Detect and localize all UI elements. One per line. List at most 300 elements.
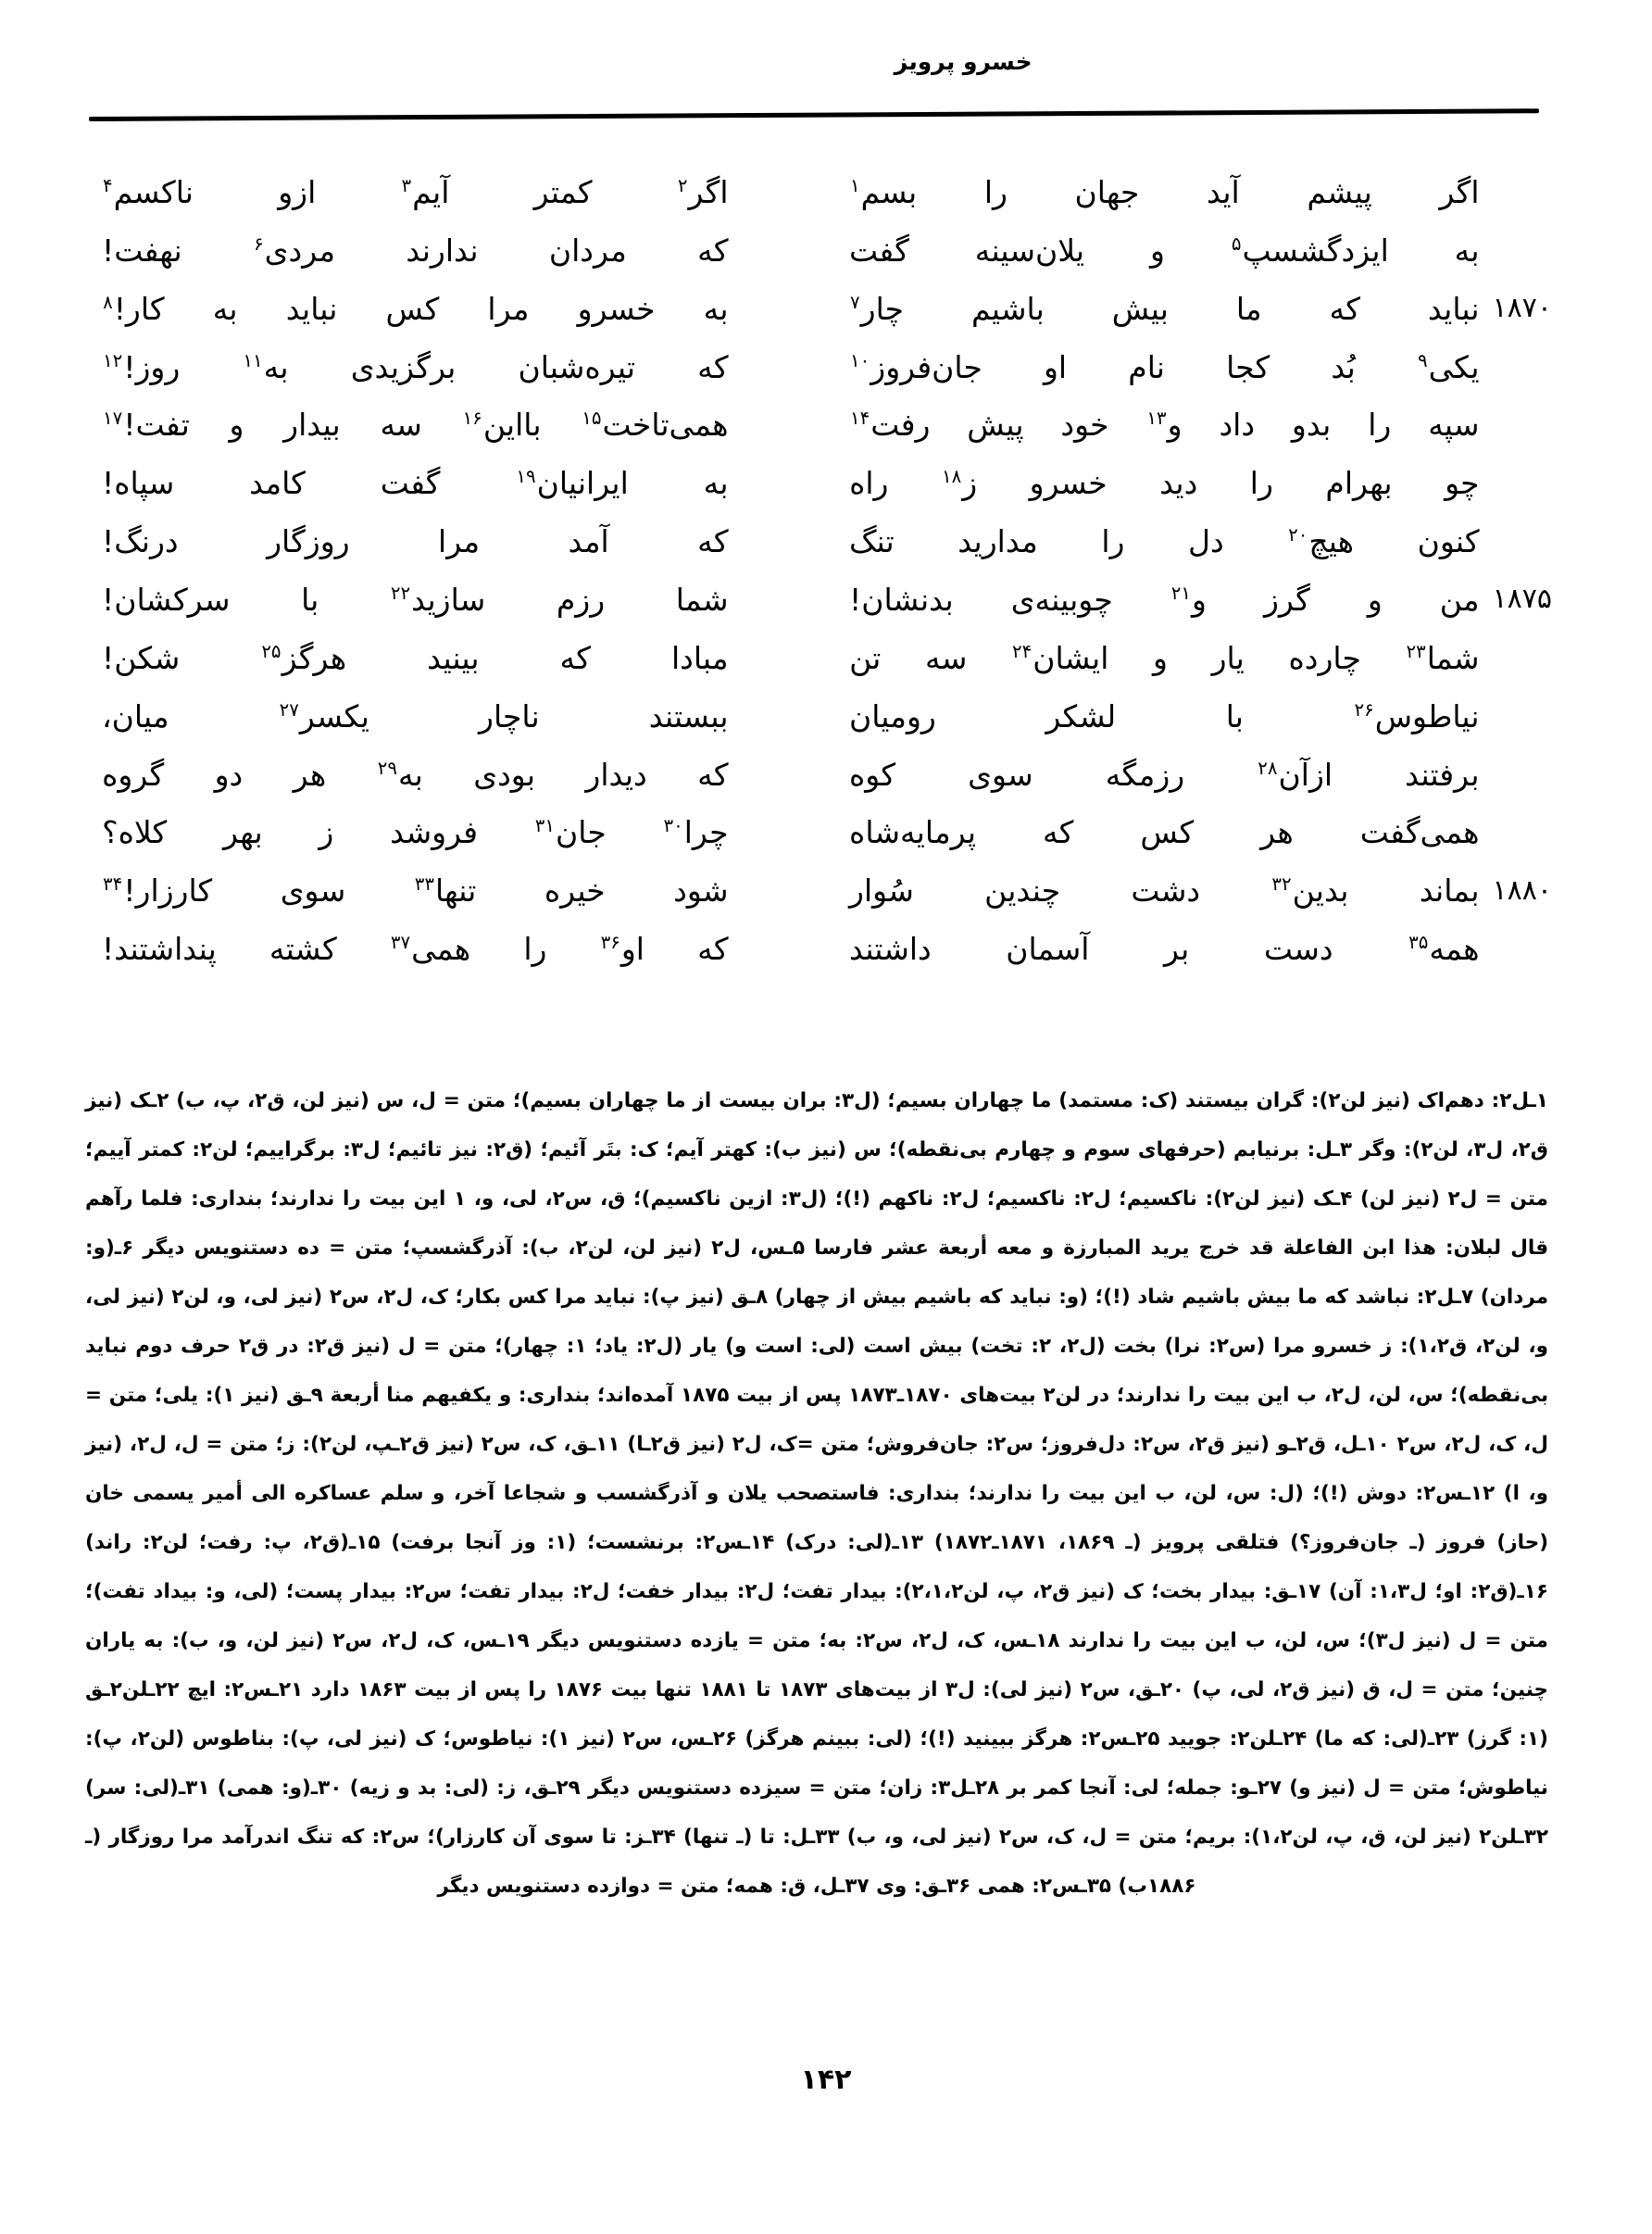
verse-word: نیاطوس$^{۲۶}$: [1354, 697, 1480, 734]
verse-word: او: [1044, 348, 1068, 385]
verse-line: [102, 163, 801, 221]
apparatus-lemma-number: ۱۲ـ: [1463, 1482, 1496, 1505]
verse-word: کامد: [249, 465, 306, 502]
verse-word: به$^{۲۹}$: [377, 756, 423, 793]
verse-word: پرمایه‌شاه: [849, 814, 977, 851]
apparatus-lemma-number: ۲۳ـ: [1427, 1727, 1459, 1751]
verse-word: و: [1150, 232, 1165, 269]
verse-line: [102, 454, 801, 512]
verse-word: بهرام: [1325, 465, 1393, 502]
verse-word: رومیان: [849, 697, 936, 734]
verse-word: هرگز$^{۲۵}$: [261, 639, 347, 676]
verse-line: [102, 687, 801, 746]
verse-word: بدو: [1291, 407, 1332, 444]
verse-word: با: [1225, 697, 1244, 734]
verse-body: [849, 173, 1480, 210]
apparatus-text: ۱ـل۲: دهم‌اک (نیز لن۲): گران بیستند (ک: مستمد) ما چهاران بسیم؛ (ل۳: بران بیست از ما چهاران بسیم)؛ متن = ل، س (نیز لن، ق۲، پ، ب) ۲ـک (نیز ق۲، ل۳، لن۲): وگر ۳ـل: برنیابم (حرفهای سوم و چهارم بی‌نقطه)؛ س (نیز ب): کهتر آیم؛ ک: بتَر آئیم؛ (ق۲: نیز تائیم؛ ل۳: برگراییم؛ لن۲: کمتر آییم؛ متن = ل۲ (نیز لن) ۴ـک (نیز لن۲): ناکسیم؛ ل۲: ناکسیم؛ ل۲: ناکهم (!)؛ (ل۳: ازین ناکسیم)؛ ق، س۲، لی، و، ۱ این بیت را ندارند؛ بنداری: فلما رآهم قال لبلان: هذا ابن الفاعلة قد خرج یرید المبارزة و معه أربعة عشر فارسا ۵ـس، ل۲ (نیز لن، لن۲، ب): آذرگشسپ؛ متن = ده دستنویس دیگر ۶ـ(و: مردان) ۷ـل۲: نباشد که ما بیش باشیم شاد (!)؛ (و: نباید که باشیم بیش از چهار) ۸ـق (نیز پ): نباید مرا کس بکار؛ ک، ل۲، س۲ (نیز لی، و، لن۲ (نیز لی، و، لن۲، ق۱،۲): ز خسرو مرا (س۲: نرا) بخت (ل۲، ۲: تخت) بیش است (لی: است و) یار (ل۲: یاد؛ ۱: چهار)؛ متن = ل (نیز ق۲: در ق۲ حرف دوم نباید بی‌نقطه)؛ س، لن، ل۲، ب این بیت را ندارند؛ در لن۲ بیت‌های ۱۸۷۰ـ۱۸۷۳ پس از بیت ۱۸۷۵ آمده‌اند؛ بنداری: و یکفیهم منا أربعة ۹ـق (نیز ۱): یلی؛ متن = ل، ک، ل۲، س۲ ۱۰ـل، ق۲ـو (نیز ق۲، س۲: دل‌فروز؛ س۲: جان‌فروش؛ متن =ک، ل۲ (نیز ق۲ـا) ۱۱ـق، ک، س۲ (نیز ق۲ـپ، لن۲): ز؛ متن = ل، ل۲، (نیز و، ا) ۱۲ـس۲: دوش (!)؛ (ل: س، لن، ب این بیت را ندارند؛ بنداری: فاستصحب یلان و آذرگشسب و شجاعا آخر، و سلم عساکره الی أمیر یسمی خان (حاز) فروز (ـ جان‌فروز؟) فتلقی پرویز (ـ ۱۸۶۹، ۱۸۷۱ـ۱۸۷۲) ۱۳ـ(لی: درک) ۱۴ـس۲: برنشست؛ (۱: وز آنجا برفت) ۱۵ـ(ق۲، پ: رفت؛ لن۲: راند) ۱۶ـ(ق۲: او؛ ل۱،۳: آن) ۱۷ـق: بیدار بخت؛ ک (نیز ق۲، پ، لن۲،۱،۲): بیدار تفت؛ ل۲: بیدار خفت؛ ل۲: بیدار تفت؛ س۲: بیدار پست؛ (لی، و: بیداد تفت)؛ متن = ل (نیز ل۳)؛ س، لن، ب این بیت را ندارند ۱۸ـس، ک، ل۲، س۲: به؛ متن = یازده دستنویس دیگر ۱۹ـس، ک، ل۲، س۲ (نیز لن، و، ب): به یاران چنین؛ متن = ل، ق (نیز ق۲، لی، پ) ۲۰ـق، س۲ (نیز لی): ل۳ از بیت‌های ۱۸۷۳ تا ۱۸۸۱ تنها بیت ۱۸۷۶ را پس از بیت ۱۸۶۳ دارد ۲۱ـس۲: ایچ ۲۲ـلن۲ـق (۱: گرز) ۲۳ـ(لی: که ما) ۲۴ـلن۲: جویید ۲۵ـس۲: هرگز ببینید (!)؛ (لی: ببینم هرگز) ۲۶ـس، س۲ (نیز ۱): نیاطوس؛ ک (نیز لی، پ): بناطوس (لن۲، پ): نیاطوش؛ متن = ل (نیز و) ۲۷ـو: جمله؛ لی: آنجا کمر بر ۲۸ـل۳: زان؛ متن = سیزده دستنویس دیگر ۲۹ـق، ز: (لی: بد و زیه) ۳۰ـ(و: همی) ۳۱ـ(لی: سر) ۳۲ـلن۲ (نیز لن، ق، پ، لن۱،۲): بریم؛ متن = ل، ک، س۲ (نیز لی، و، ب) ۳۳ـل: تا (ـ تنها) ۳۴ـز: تا سوی آن کارزار)؛ س۲: که تنگ اندرآمد مرا روزگار (ـ ۱۸۸۶ب) ۳۵ـس۲: همی ۳۶ـق: وی ۳۷ـل، ق: همه؛ متن = دوازده دستنویس دیگر: [85, 1089, 1549, 1898]
footnote-marker[interactable]: ۲۴: [1012, 640, 1032, 662]
footnote-marker[interactable]: ۳۲: [1271, 873, 1292, 896]
footnote-marker[interactable]: ۳۴: [103, 873, 123, 896]
verse-word: به: [703, 290, 729, 327]
footnote-marker[interactable]: ۳۶: [600, 932, 620, 954]
verse-word: مرا: [487, 290, 530, 327]
verse-body: [102, 639, 729, 676]
running-head: [895, 48, 1543, 75]
apparatus-lemma-number: ۱۱ـ: [588, 1433, 620, 1456]
apparatus-lemma-number: ۱ـ: [1529, 1089, 1548, 1112]
verse-word: تن: [849, 639, 882, 676]
apparatus-lemma-number: ۷ـ: [1454, 1286, 1474, 1309]
verse-word: که: [1329, 290, 1360, 327]
verse-word: گفت: [849, 232, 909, 269]
verse-line: [102, 629, 801, 687]
verse-word: بماند: [1419, 872, 1480, 910]
verse-word: دیدار: [585, 756, 647, 793]
apparatus-lemma-number: ۲۴ـ: [1275, 1727, 1308, 1751]
verse-word: میان،: [102, 697, 169, 734]
verse-number: ۱۸۷۵: [1492, 583, 1552, 616]
footnote-marker[interactable]: ۲۳: [1406, 640, 1426, 662]
apparatus-lemma-number: ۱۸ـ: [1028, 1629, 1060, 1652]
apparatus-lemma-number: ۱۵ـ: [348, 1531, 381, 1554]
verse-word: من: [1439, 581, 1480, 618]
apparatus-lemma-number: ۳ـ: [1333, 1138, 1352, 1161]
verse-word: که: [697, 756, 729, 793]
verse-line: [102, 920, 801, 978]
verse-word: رزمگه: [1105, 756, 1185, 793]
verse-word: چار$^۷$: [850, 290, 905, 327]
verse-word: دل: [1187, 523, 1224, 560]
verse-body: [849, 814, 1480, 851]
verse-line: [849, 280, 1552, 338]
footnote-marker[interactable]: ۱۴: [850, 408, 870, 430]
verse-word: که: [697, 232, 729, 269]
verse-word: چرا$^{۳۰}$: [663, 814, 729, 851]
footnote-marker[interactable]: ۱۵: [582, 408, 602, 430]
verse-word: مدارید: [957, 523, 1038, 560]
verse-word: برفتند: [1405, 756, 1480, 793]
verse-body: [102, 697, 729, 734]
verse-body: [102, 872, 729, 910]
verse-word: یکی$^۹$: [1418, 348, 1480, 385]
verse-word: همه$^{۳۵}$: [1408, 931, 1480, 968]
verse-word: مرا: [438, 523, 481, 560]
verse-word: ناچار: [479, 697, 540, 734]
verse-word: و$^{۲۱}$: [1170, 581, 1207, 618]
apparatus-lemma-number: ۳۶ـ: [939, 1875, 971, 1898]
verse-word: خود: [1060, 407, 1109, 444]
verse-word: شود: [673, 872, 729, 910]
verse-body: [102, 232, 729, 269]
apparatus-lemma-number: ۱۶ـ: [1517, 1580, 1548, 1603]
verse-word: بر: [1163, 931, 1190, 968]
verse-word: مردی$^۶$: [254, 232, 336, 269]
verse-word: چندین: [984, 872, 1061, 910]
verse-line: [849, 454, 1552, 512]
footnote-marker[interactable]: ۵: [1231, 232, 1242, 255]
verse-word: به: [1454, 232, 1480, 269]
verse-word: بدین$^{۳۲}$: [1271, 872, 1349, 910]
verse-word: باشیم: [970, 290, 1045, 327]
footnote-marker[interactable]: ۶: [254, 232, 264, 255]
footnote-marker[interactable]: ۲۹: [377, 757, 397, 779]
verse-word: ایشان$^{۲۴}$: [1012, 639, 1109, 676]
verse-word: که: [697, 931, 729, 968]
verse-word: مبادا: [670, 639, 729, 676]
apparatus-lemma-number: ۲۱ـ: [271, 1678, 304, 1701]
verse-word: خسرو: [1029, 465, 1108, 502]
verse-word: که: [1043, 814, 1074, 851]
verse-word: و: [1367, 581, 1383, 618]
verse-body: [849, 581, 1480, 618]
verse-line: [102, 221, 801, 280]
apparatus-lemma-number: ۱۳ـ: [892, 1531, 924, 1554]
verse-word: بسم$^۱$: [850, 173, 918, 210]
verse-word: را: [1368, 407, 1392, 444]
verse-body: [102, 523, 729, 560]
verse-word: گرز: [1263, 581, 1310, 618]
verse-word: آمد: [568, 523, 609, 560]
verse-word: را: [1101, 523, 1125, 560]
footnote-marker[interactable]: ۱۳: [1146, 408, 1167, 430]
footnote-marker[interactable]: ۳۰: [663, 815, 683, 837]
verse-word: کس: [385, 290, 440, 327]
verse-line: [102, 280, 801, 338]
verse-body: [849, 407, 1480, 444]
verse-line: [849, 687, 1552, 746]
verse-word: کمتر: [533, 173, 593, 210]
verse-word: سرکشان!: [102, 581, 231, 618]
verse-word: سه: [925, 639, 968, 676]
footnote-marker[interactable]: ۱: [850, 174, 860, 196]
verse-body: [849, 872, 1480, 910]
verse-line: [849, 395, 1552, 454]
apparatus-lemma-number: ۱۸۷۰ـ: [896, 1384, 953, 1407]
verse-word: داد: [1219, 407, 1256, 444]
running-head-text: خسرو پرویز: [894, 48, 1033, 75]
verse-word: ز: [319, 814, 334, 851]
verse-word: بیدار: [283, 407, 341, 444]
verse-word: جان‌فروز$^{۱۰}$: [850, 348, 982, 385]
apparatus-lemma-number: ۲۰ـ: [1153, 1678, 1185, 1701]
verse-word: چارده: [1288, 639, 1361, 676]
verse-line: [102, 571, 801, 629]
apparatus-lemma-number: ۳۷ـ: [838, 1875, 870, 1898]
apparatus-lemma-number: ۱۹ـ: [498, 1629, 530, 1652]
verse-word: که: [559, 639, 591, 676]
verse-word: شما: [675, 581, 729, 618]
verse-line: [102, 746, 801, 804]
footnote-marker[interactable]: ۱۹: [516, 466, 536, 488]
verse-word: برگزیدی: [350, 348, 457, 385]
verse-word: ایرانیان$^{۱۹}$: [516, 465, 629, 502]
verse-line: [102, 803, 801, 861]
verse-word: شکن!: [102, 639, 181, 676]
verse-word: نباید: [1427, 290, 1480, 327]
verse-word: رفت$^{۱۴}$: [850, 407, 931, 444]
footnote-marker[interactable]: ۳۱: [534, 815, 556, 837]
verse-word: دید: [1159, 465, 1198, 502]
footnote-marker[interactable]: ۳۵: [1408, 932, 1429, 954]
footnote-marker[interactable]: ۱۰: [850, 349, 870, 371]
verse-body: [102, 814, 729, 851]
verse-line: [849, 338, 1552, 396]
verse-word: کنون: [1417, 523, 1480, 560]
apparatus-lemma-number: ۲۶ـ: [706, 1727, 737, 1751]
verse-body: [849, 348, 1480, 385]
verse-word: گفت: [380, 465, 441, 502]
apparatus-lemma-number: ۱۷ـ: [1289, 1580, 1321, 1603]
apparatus-lemma-number: ۲ـ: [149, 1089, 169, 1112]
verse-word: سُوار: [849, 872, 914, 910]
verse-word: خسرو: [577, 290, 656, 327]
footnote-marker[interactable]: ۱۷: [103, 408, 123, 430]
verse-word: لشکر: [1045, 697, 1117, 734]
verse-word: چو: [1445, 465, 1480, 502]
verse-number: ۱۸۸۰: [1492, 873, 1552, 907]
verse-word: درنگ!: [102, 523, 179, 560]
verse-word: سپاه!: [102, 465, 175, 502]
verse-word: به$^{۱۱}$: [243, 348, 289, 385]
verse-word: شما$^{۲۳}$: [1406, 639, 1480, 676]
apparatus-lemma-number: ۲ـ: [393, 1433, 412, 1456]
apparatus-lemma-number: ۳۰ـ: [310, 1776, 343, 1800]
verse-word: دست: [1263, 931, 1333, 968]
verse-word: نباید: [285, 290, 338, 327]
verse-body: [849, 756, 1480, 793]
footnote-marker[interactable]: ۲۵: [261, 640, 282, 662]
verse-word: کلاه؟: [102, 814, 168, 851]
footnote-marker[interactable]: ۲۲: [390, 582, 411, 604]
verse-word: که: [697, 523, 729, 560]
footnote-marker[interactable]: ۱۸: [941, 466, 962, 488]
verse-word: بااین$^{۱۶}$: [462, 407, 542, 444]
verse-word: را: [983, 173, 1007, 210]
verse-word: سازید$^{۲۲}$: [390, 581, 486, 618]
verse-word: همی$^{۳۷}$: [390, 931, 471, 968]
apparatus-lemma-number: ۳۴ـ: [645, 1826, 676, 1849]
verse-word: بهر: [223, 814, 263, 851]
footnote-marker[interactable]: ۷: [850, 291, 860, 313]
apparatus-lemma-number: ۲ـ: [644, 1433, 663, 1456]
verse-body: [849, 639, 1480, 676]
verse-word: خیره: [544, 872, 606, 910]
verse-word: کجا: [1226, 348, 1270, 385]
apparatus-lemma-number: ۲ـ: [1289, 1433, 1308, 1456]
verse-word: نام: [1128, 348, 1165, 385]
verse-word: اگر: [1439, 173, 1480, 210]
folio-number: ۱۴۲: [800, 2064, 852, 2096]
footnote-marker[interactable]: ۴: [103, 174, 113, 196]
apparatus-lemma-number: ۳۳ـ: [807, 1826, 840, 1849]
verse-word: آسمان: [1006, 931, 1090, 968]
verse-word: دو: [214, 756, 244, 793]
verse-word: که: [697, 348, 729, 385]
verse-body: [849, 232, 1480, 269]
apparatus-lemma-number: ۸ـ: [748, 1286, 769, 1309]
verse-body: [102, 465, 729, 502]
verse-body: [102, 407, 729, 444]
verse-word: تنها$^{۳۳}$: [414, 872, 477, 910]
verse-word: بدنشان!: [849, 581, 954, 618]
apparatus-lemma-number: ۲۹ـ: [549, 1776, 581, 1800]
verse-word: با: [301, 581, 319, 618]
verse-body: [102, 581, 729, 618]
verse-word: گروه: [102, 756, 165, 793]
verse-line: [102, 395, 801, 454]
verse-word: سوی: [280, 872, 346, 910]
apparatus-lemma-number: ۱۴ـ: [743, 1531, 775, 1554]
verse-word: فروشد: [390, 814, 479, 851]
footnote-marker[interactable]: ۲۶: [1354, 698, 1374, 721]
apparatus-criticus-footnotes: [85, 1076, 1548, 1911]
verse-word: هر: [1260, 814, 1294, 851]
verse-word: نهفت!: [102, 232, 182, 269]
verse-word: داشتند: [849, 931, 932, 968]
verse-word: ازآن$^{۲۸}$: [1258, 756, 1333, 793]
verse-body: [849, 697, 1480, 734]
verse-line: [849, 746, 1552, 804]
verse-word: ناکسم$^۴$: [103, 173, 194, 210]
verse-word: بیش: [1111, 290, 1169, 327]
footnote-marker[interactable]: ۸: [103, 291, 113, 313]
verse-word: همی‌گفت: [1359, 814, 1480, 851]
verse-word: آیم$^۳$: [401, 173, 450, 210]
footnote-marker[interactable]: ۲۱: [1170, 582, 1192, 604]
header-rule-divider: [89, 108, 1539, 121]
verse-body: [102, 756, 729, 793]
verse-word: کارزار!$^{۳۴}$: [103, 872, 213, 910]
verse-word: سه: [380, 407, 422, 444]
footnote-marker[interactable]: ۲: [677, 174, 688, 196]
verse-word: بینید: [427, 639, 480, 676]
verse-word: هر: [293, 756, 327, 793]
verse-line: [849, 571, 1552, 629]
verse-word: و: [229, 407, 244, 444]
apparatus-lemma-number: ۲۲ـ: [148, 1678, 180, 1701]
verse-line: [102, 861, 801, 920]
verse-line: [102, 338, 801, 396]
footnote-marker[interactable]: ۱۲: [103, 349, 123, 371]
verse-body: [849, 931, 1480, 968]
apparatus-lemma-number: ۲۷ـ: [1250, 1776, 1282, 1800]
verse-line: [102, 512, 801, 571]
verse-line: [849, 512, 1552, 571]
footnote-marker[interactable]: ۹: [1418, 349, 1428, 371]
verse-word: چوبینه‌ی: [1010, 581, 1113, 618]
verse-line: [849, 861, 1552, 920]
verse-line: [849, 803, 1552, 861]
apparatus-lemma-number: ۱۸۷۱ـ: [992, 1531, 1048, 1554]
footnote-marker[interactable]: ۳۳: [414, 873, 434, 896]
footnote-marker[interactable]: ۱۶: [462, 408, 482, 430]
verse-word: و$^{۱۳}$: [1146, 407, 1183, 444]
verse-word: را: [523, 931, 547, 968]
verse-body: [849, 465, 1480, 502]
verse-word: کس: [1140, 814, 1195, 851]
apparatus-lemma-number: ۴ـ: [1333, 1187, 1353, 1211]
footnote-marker[interactable]: ۱۱: [243, 349, 263, 371]
apparatus-lemma-number: ۳۵ـ: [1080, 1875, 1112, 1898]
verse-word: ز$^{۱۸}$: [941, 465, 978, 502]
verse-word: مردان: [548, 232, 627, 269]
verse-word: روز!$^{۱۲}$: [103, 348, 181, 385]
verse-word: راه: [849, 465, 889, 502]
verse-word: پیشم: [1307, 173, 1372, 210]
apparatus-lemma-number: ۳۱ـ: [178, 1776, 210, 1800]
verse-word: یلان‌سینه: [974, 232, 1085, 269]
verse-word: تنگ: [849, 523, 895, 560]
verse-word: به: [703, 465, 729, 502]
verse-word: اگر$^۲$: [677, 173, 729, 210]
verse-word: همی‌تاخت$^{۱۵}$: [582, 407, 729, 444]
verse-body: [849, 523, 1480, 560]
verse-number: ۱۸۷۰: [1492, 292, 1552, 325]
verse-word: آید: [1207, 173, 1240, 210]
verse-body: [849, 290, 1480, 327]
verse-column-right: [825, 163, 1561, 978]
verse-line: [849, 163, 1552, 221]
verse-line: [849, 920, 1552, 978]
verse-word: رزم: [556, 581, 606, 618]
verse-word: هیچ$^{۲۰}$: [1288, 523, 1355, 560]
verse-word: بُد: [1331, 348, 1356, 385]
verse-line: [849, 629, 1552, 687]
apparatus-lemma-number: ۲۸ـ: [968, 1776, 1000, 1800]
verse-block: [89, 163, 1561, 978]
verse-word: پیش: [967, 407, 1024, 444]
verse-word: سپه: [1428, 407, 1480, 444]
apparatus-lemma-number: ۳۲ـ: [1517, 1826, 1548, 1849]
footnote-marker[interactable]: ۲۰: [1288, 524, 1308, 546]
verse-word: کوه: [849, 756, 896, 793]
verse-word: او$^{۳۶}$: [600, 931, 645, 968]
apparatus-lemma-number: ۶ـ: [114, 1236, 134, 1260]
verse-word: ازو: [278, 173, 317, 210]
verse-word: کشته: [269, 931, 337, 968]
verse-body: [102, 290, 729, 327]
footnote-marker[interactable]: ۲۷: [279, 698, 299, 721]
verse-word: یکسر$^{۲۷}$: [279, 697, 369, 734]
verse-word: پنداشتند!: [102, 931, 217, 968]
verse-body: [102, 348, 729, 385]
verse-word: سوی: [968, 756, 1033, 793]
verse-word: روزگار: [267, 523, 350, 560]
verse-word: ببستند: [648, 697, 729, 734]
verse-column-left: [89, 163, 825, 978]
verse-body: [102, 931, 729, 968]
apparatus-lemma-number: ۲ـ: [103, 1678, 122, 1701]
verse-word: به: [212, 290, 238, 327]
footnote-marker[interactable]: ۳۷: [390, 932, 411, 954]
apparatus-lemma-number: ۹ـ: [304, 1384, 323, 1407]
footnote-marker[interactable]: ۳: [401, 174, 412, 196]
verse-word: جهان: [1074, 173, 1140, 210]
verse-word: جان$^{۳۱}$: [534, 814, 607, 851]
apparatus-lemma-number: ۱۰ـ: [1358, 1433, 1390, 1456]
verse-word: ما: [1235, 290, 1262, 327]
verse-word: تفت!$^{۱۷}$: [103, 407, 190, 444]
verse-word: کار!$^۸$: [103, 290, 165, 327]
verse-word: ایزدگشسپ$^۵$: [1231, 232, 1389, 269]
verse-body: [102, 173, 729, 210]
verse-word: دشت: [1131, 872, 1201, 910]
verse-word: را: [1249, 465, 1273, 502]
verse-word: تیره‌شبان: [518, 348, 636, 385]
verse-word: ندارند: [406, 232, 479, 269]
footnote-marker[interactable]: ۲۸: [1258, 757, 1278, 779]
apparatus-lemma-number: ۵ـ: [785, 1236, 806, 1260]
